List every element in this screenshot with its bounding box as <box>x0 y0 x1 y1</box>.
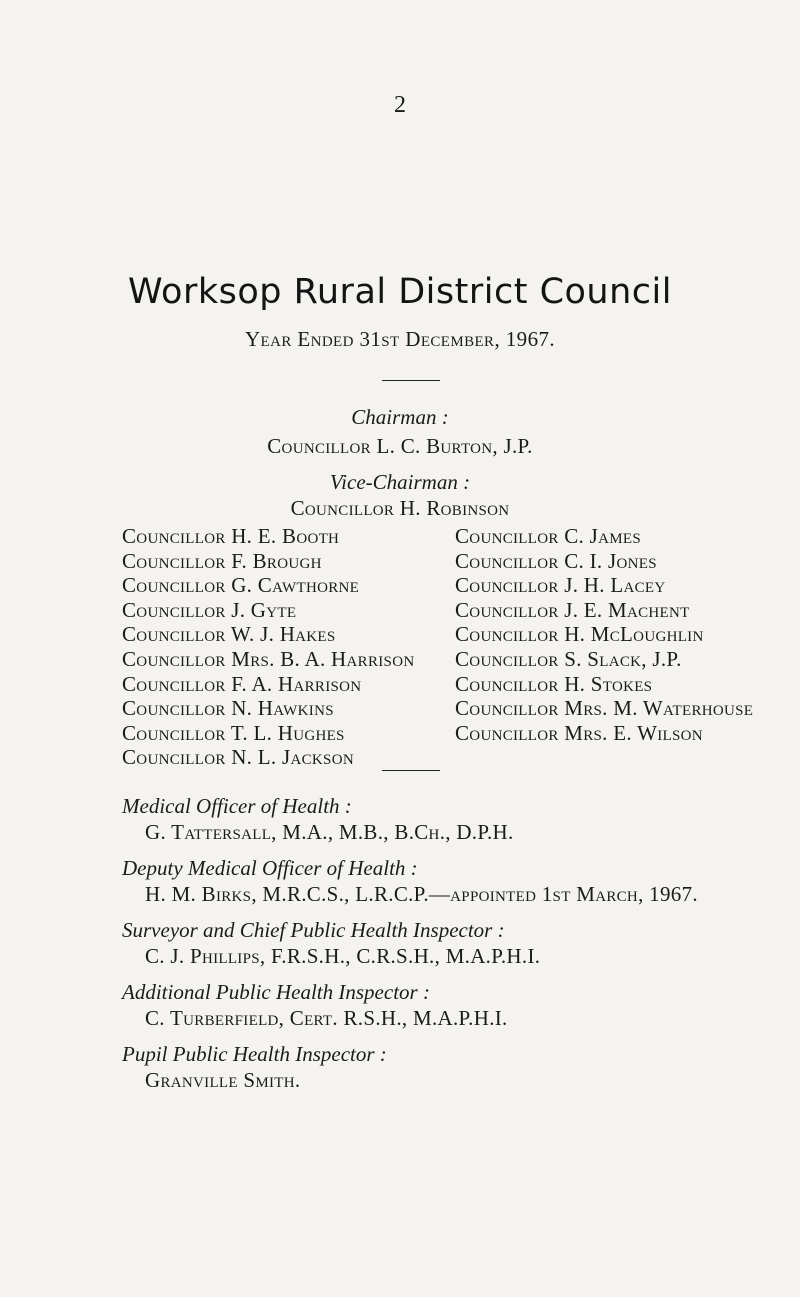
chairman-label: Chairman : <box>351 405 449 429</box>
officer-role: Pupil Public Health Inspector : <box>122 1042 387 1066</box>
councillor-entry: Councillor J. H. Lacey <box>455 573 666 598</box>
divider-top <box>382 380 440 381</box>
officer-entry <box>122 979 698 1031</box>
councillor-entry: Councillor H. McLoughlin <box>455 622 704 647</box>
officer-role: Surveyor and Chief Public Health Inspector : <box>122 918 505 942</box>
officer-entry <box>122 1041 698 1093</box>
officer-entry <box>122 793 698 845</box>
councillor-entry: Councillor J. Gyte <box>122 597 297 622</box>
councillor-entry: Councillor Mrs. B. A. Harrison <box>122 646 415 671</box>
councillor-entry: Councillor F. A. Harrison <box>122 671 362 696</box>
councillors-right-column <box>455 524 753 745</box>
councillors-left-column <box>122 524 414 770</box>
officers-list <box>122 793 698 1103</box>
councillor-entry: Councillor H. E. Booth <box>122 524 340 548</box>
officer-entry <box>122 917 698 969</box>
councillor-entry: Councillor H. Stokes <box>455 671 653 696</box>
officer-name: Granville Smith. <box>145 1068 301 1092</box>
councillor-entry: Councillor G. Cawthorne <box>122 573 360 598</box>
councillor-entry: Councillor Mrs. E. Wilson <box>455 720 703 745</box>
divider-middle <box>382 770 440 771</box>
officer-name: C. Turberfield, Cert. R.S.H., M.A.P.H.I. <box>145 1006 508 1030</box>
councillor-entry: Councillor N. Hawkins <box>122 696 334 721</box>
chairman-name: Councillor L. C. Burton, J.P. <box>267 434 533 458</box>
officer-role: Additional Public Health Inspector : <box>122 980 430 1004</box>
councillor-entry: Councillor J. E. Machent <box>455 597 690 622</box>
councillor-entry: Councillor S. Slack, J.P. <box>455 646 682 671</box>
councillor-entry: Councillor N. L. Jackson <box>122 745 354 770</box>
councillor-entry: Councillor W. J. Hakes <box>122 622 336 647</box>
officer-role: Deputy Medical Officer of Health : <box>122 856 418 880</box>
officer-entry <box>122 855 698 907</box>
vice-chairman-name: Councillor H. Robinson <box>290 496 510 520</box>
councillor-entry: Councillor F. Brough <box>122 548 322 573</box>
document-title: Worksop Rural District Council <box>128 272 672 312</box>
councillor-entry: Councillor C. James <box>455 524 641 548</box>
page-number: 2 <box>394 92 406 118</box>
councillor-entry: Councillor Mrs. M. Waterhouse <box>455 696 754 721</box>
councillor-entry: Councillor C. I. Jones <box>455 548 657 573</box>
document-subtitle: Year Ended 31st December, 1967. <box>244 327 556 351</box>
officer-name: H. M. Birks, M.R.C.S., L.R.C.P.—appointed 1st March, 1967. <box>145 882 698 906</box>
councillor-entry: Councillor T. L. Hughes <box>122 720 345 745</box>
officer-role: Medical Officer of Health : <box>122 794 352 818</box>
vice-chairman-label: Vice-Chairman : <box>329 470 471 494</box>
officer-name: G. Tattersall, M.A., M.B., B.Ch., D.P.H. <box>145 820 514 844</box>
officer-name: C. J. Phillips, F.R.S.H., C.R.S.H., M.A.P.H.I. <box>145 944 541 968</box>
